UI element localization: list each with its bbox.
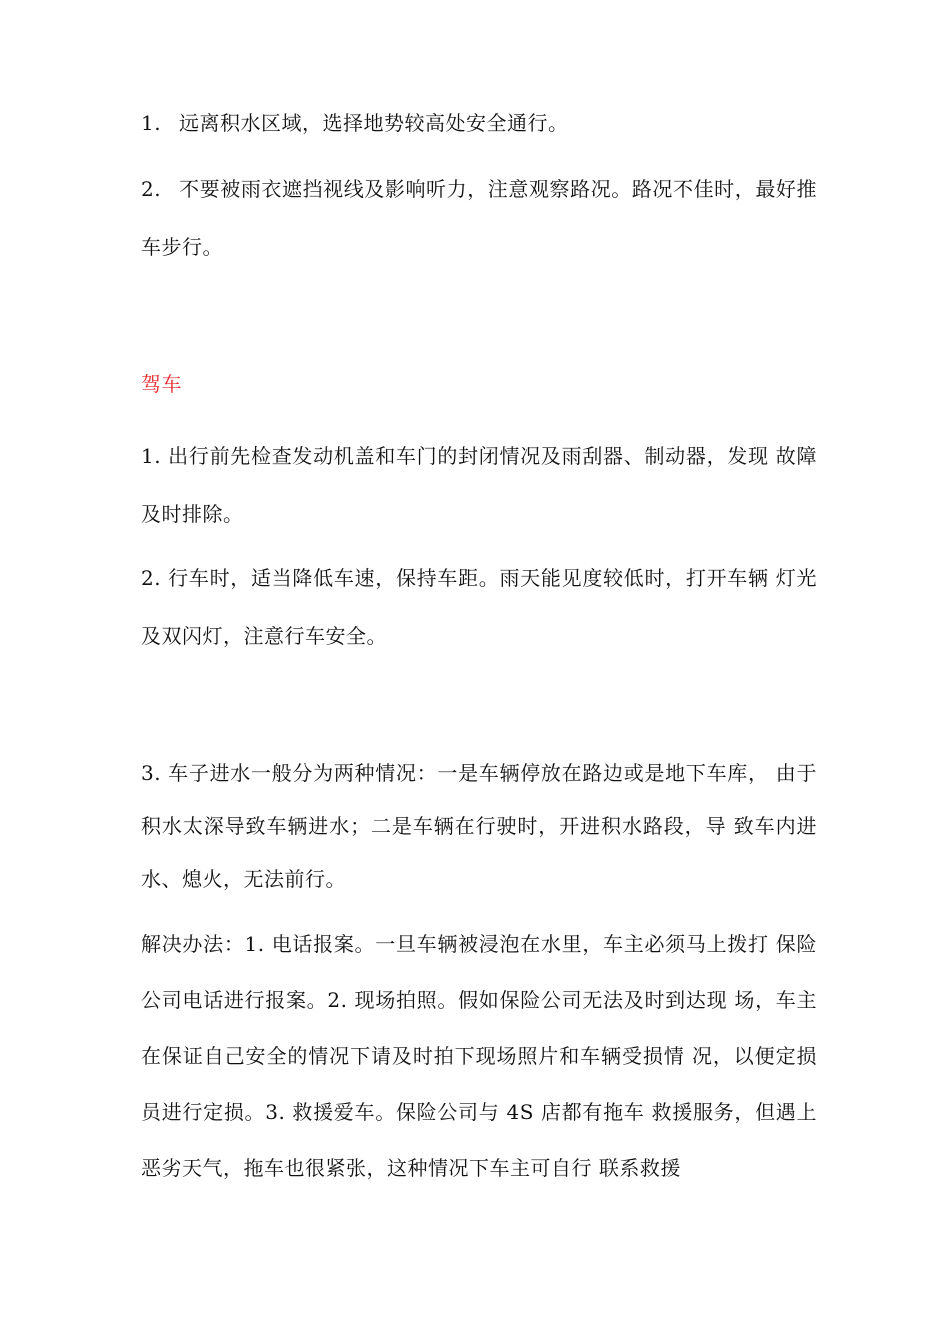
driving-item-3: 3. 车子进水一般分为两种情况：一是车辆停放在路边或是地下车库， 由于积水太深导致车辆进水；二是车辆在行驶时，开进积水路段，导 致车内进水、熄火，无法前行。: [141, 761, 817, 891]
walking-item-2-number: 2.: [141, 177, 162, 201]
section-heading-driving: 驾车: [141, 372, 182, 396]
walking-item-1: [141, 94, 817, 152]
walking-item-1-number: 1.: [141, 111, 162, 135]
driving-item-1: 1. 出行前先检查发动机盖和车门的封闭情况及雨刮器、制动器，发现 故障及时排除。: [141, 444, 817, 526]
walking-item-2: [141, 160, 817, 276]
walking-item-2-text: 不要被雨衣遮挡视线及影响听力，注意观察路况。路况不佳时，最好推车步行。: [141, 177, 817, 259]
walking-item-1-text: 远离积水区域，选择地势较高处安全通行。: [179, 111, 569, 135]
driving-item-2: 2. 行车时，适当降低车速，保持车距。雨天能见度较低时，打开车辆 灯光及双闪灯，注意行车安全。: [141, 566, 817, 648]
driving-solution: 解决办法：1. 电话报案。一旦车辆被浸泡在水里，车主必须马上拨打 保险公司电话进行报案。2. 现场拍照。假如保险公司无法及时到达现 场，车主在保证自己安全的情况下请及时拍下现场照片和车辆受损情 况，以便定损员进行定损。3. 救援爱车。保险公司与 4S 店都有拖车 救援服务，但遇上恶劣天气，拖车也很紧张，这种情况下车主可自行 联系救援: [141, 932, 817, 1180]
